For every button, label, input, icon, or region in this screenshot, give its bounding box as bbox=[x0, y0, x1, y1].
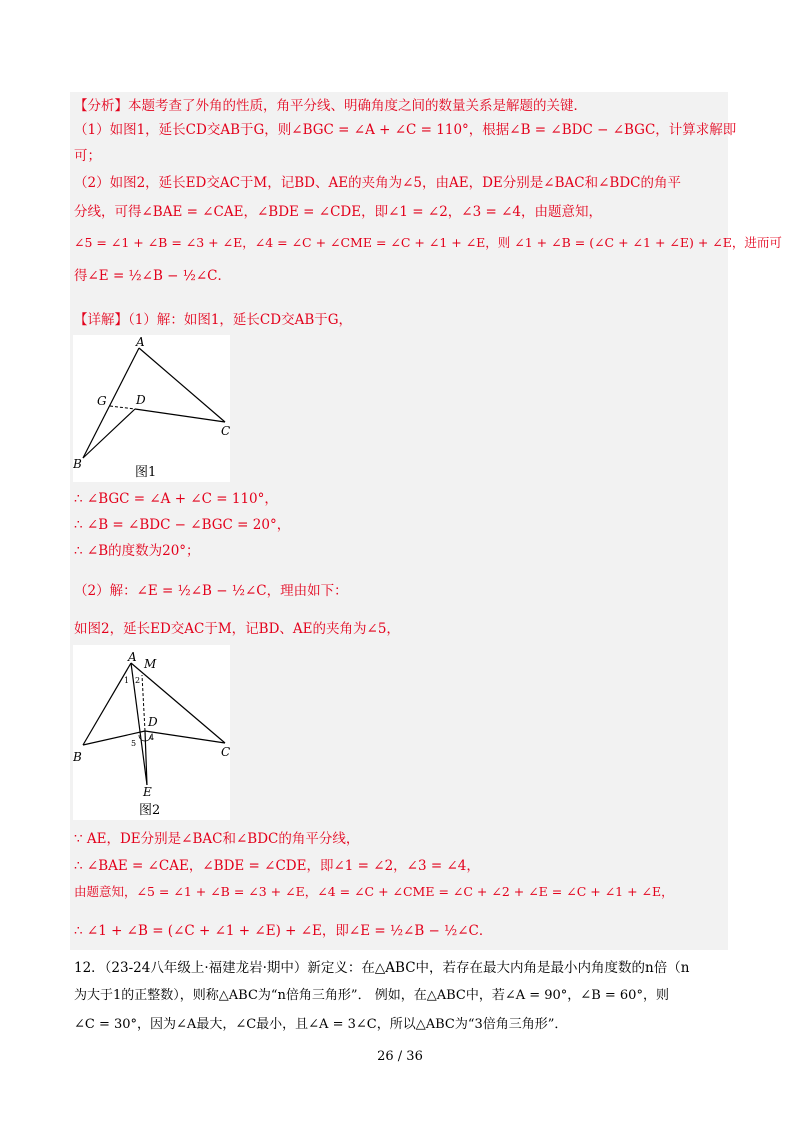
detail-part2-line-3: 由题意知，∠5 = ∠1 + ∠B = ∠3 + ∠E，∠4 = ∠C + ∠CME = ∠C + ∠2 + ∠E = ∠C + ∠1 + ∠E， bbox=[74, 884, 674, 899]
analysis-line-5: 分线，可得∠BAE = ∠CAE，∠BDE = ∠CDE，即∠1 = ∠2，∠3 = ∠4，由题意知， bbox=[74, 204, 602, 220]
fig2-label-1: 1 bbox=[124, 676, 130, 685]
fig2-label-b: B bbox=[73, 750, 82, 764]
analysis-line-7: 得∠E = ½∠B − ½∠C． bbox=[74, 268, 231, 284]
detail-part1-line-1: ∴ ∠BGC = ∠A + ∠C = 110°， bbox=[74, 491, 278, 507]
fig2-label-5: 5 bbox=[131, 739, 137, 748]
fig1-label-d: D bbox=[136, 393, 146, 407]
detail-part1-line-2: ∴ ∠B = ∠BDC − ∠BGC = 20°， bbox=[74, 517, 291, 533]
figure-1-diagram bbox=[73, 335, 230, 482]
figure-1 bbox=[73, 335, 230, 482]
figure-2 bbox=[73, 645, 230, 820]
fig2-label-c: C bbox=[221, 745, 230, 759]
analysis-line-4: （2）如图2，延长ED交AC于M，记BD、AE的夹角为∠5，由AE，DE分别是∠BAC和∠BDC的角平 bbox=[74, 175, 681, 191]
page-number: 26 / 36 bbox=[377, 1049, 423, 1064]
analysis-line-6: ∠5 = ∠1 + ∠B = ∠3 + ∠E，∠4 = ∠C + ∠CME = ∠C + ∠1 + ∠E，则 ∠1 + ∠B = (∠C + ∠1 + ∠E) + ∠E，进而可 bbox=[74, 235, 782, 250]
fig2-caption: 图2 bbox=[139, 803, 161, 818]
question-12-line-3: ∠C = 30°，因为∠A最大，∠C最小，且∠A = 3∠C，所以△ABC为“3倍角三角形”． bbox=[74, 1017, 568, 1032]
fig2-label-m: M bbox=[144, 657, 157, 671]
detail-part2-line-2: ∴ ∠BAE = ∠CAE，∠BDE = ∠CDE，即∠1 = ∠2，∠3 = ∠4， bbox=[74, 858, 480, 874]
analysis-line-1: 【分析】本题考查了外角的性质，角平分线、明确角度之间的数量关系是解题的关键． bbox=[74, 98, 587, 114]
detail-part2-line-1: ∵ AE，DE分别是∠BAC和∠BDC的角平分线， bbox=[74, 831, 360, 847]
fig2-label-2: 2 bbox=[135, 676, 141, 685]
question-12-line-2: 为大于1的正整数），则称△ABC为“n倍角三角形”． 例如，在△ABC中，若∠A = 90°，∠B = 60°，则 bbox=[74, 988, 669, 1003]
fig1-label-a: A bbox=[136, 335, 145, 349]
question-12-line-1: 12．（23-24八年级上·福建龙岩·期中）新定义：在△ABC中，若存在最大内角是最小内角度数的n倍（n bbox=[74, 960, 690, 976]
fig2-label-e: E bbox=[143, 785, 152, 799]
detail-part1-line-3: ∴ ∠B的度数为20°； bbox=[74, 543, 200, 559]
figure-2-diagram bbox=[73, 645, 230, 820]
fig2-label-d: D bbox=[148, 715, 158, 729]
detail-part2-heading: （2）解：∠E = ½∠B − ½∠C，理由如下： bbox=[74, 583, 348, 599]
detail-part2-setup: 如图2，延长ED交AC于M，记BD、AE的夹角为∠5， bbox=[74, 621, 400, 637]
fig2-label-4: 4 bbox=[149, 733, 155, 742]
fig1-caption: 图1 bbox=[135, 465, 157, 480]
detail-part2-line-4: ∴ ∠1 + ∠B = (∠C + ∠1 + ∠E) + ∠E，即∠E = ½∠B − ½∠C． bbox=[74, 923, 493, 939]
fig2-label-a: A bbox=[128, 650, 137, 664]
analysis-line-2: （1）如图1，延长CD交AB于G，则∠BGC = ∠A + ∠C = 110°，根据∠B = ∠BDC − ∠BGC，计算求解即 bbox=[74, 122, 737, 138]
analysis-line-3: 可； bbox=[74, 148, 101, 164]
fig1-label-b: B bbox=[73, 457, 82, 471]
fig1-label-g: G bbox=[97, 394, 107, 408]
fig1-label-c: C bbox=[221, 424, 230, 438]
detail-part1-heading: 【详解】（1）解：如图1，延长CD交AB于G， bbox=[74, 312, 353, 328]
